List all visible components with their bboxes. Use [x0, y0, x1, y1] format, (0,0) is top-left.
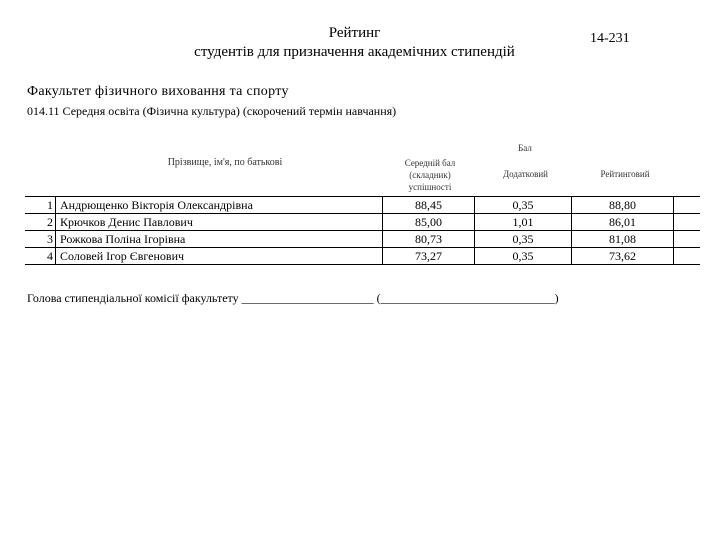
column-header-average-line1: Середній бал: [404, 158, 456, 168]
document-subtitle: студентів для призначення академічних стипендій: [194, 44, 515, 60]
row-end-cell: [674, 214, 701, 231]
additional-score: 1,01: [475, 214, 572, 231]
row-end-cell: [674, 248, 701, 265]
additional-score: 0,35: [475, 231, 572, 248]
rating-score: 86,01: [572, 214, 674, 231]
rating-score: 73,62: [572, 248, 674, 265]
additional-score: 0,35: [475, 197, 572, 214]
rating-score: 81,08: [572, 231, 674, 248]
student-name: Андрющенко Вікторія Олександрівна: [56, 197, 383, 214]
student-name: Рожкова Поліна Ігорівна: [56, 231, 383, 248]
student-name: Крючков Денис Павлович: [56, 214, 383, 231]
column-header-average: [385, 157, 475, 193]
average-score: 85,00: [383, 214, 475, 231]
rating-table: [25, 196, 700, 265]
row-end-cell: [674, 197, 701, 214]
additional-score: 0,35: [475, 248, 572, 265]
average-score: 88,45: [383, 197, 475, 214]
row-end-cell: [674, 231, 701, 248]
student-name: Соловей Ігор Євгенович: [56, 248, 383, 265]
column-header-additional: Додатковий: [503, 169, 548, 179]
row-number: 1: [25, 197, 56, 214]
table-row: [25, 214, 700, 231]
table-row: [25, 197, 700, 214]
row-number: 3: [25, 231, 56, 248]
rating-score: 88,80: [572, 197, 674, 214]
document-title: Рейтинг: [328, 25, 381, 41]
signature-line: Голова стипендіальної комісії факультету ______________________ (_____________________________): [27, 291, 559, 305]
column-header-rating: Рейтинговий: [600, 169, 650, 179]
average-score: 73,27: [383, 248, 475, 265]
column-header-bal: Бал: [518, 143, 532, 153]
document-code: 14-231: [590, 31, 630, 46]
specialty-name: 014.11 Середня освіта (Фізична культура) (скорочений термін навчання): [27, 104, 397, 118]
table-row: [25, 248, 700, 265]
row-number: 2: [25, 214, 56, 231]
table-row: [25, 231, 700, 248]
column-header-average-line2: (складник): [409, 170, 451, 180]
average-score: 80,73: [383, 231, 475, 248]
faculty-name: Факультет фізичного виховання та спорту: [27, 84, 289, 99]
row-number: 4: [25, 248, 56, 265]
column-header-average-line3: успішності: [408, 182, 452, 192]
column-header-name: Прізвище, ім'я, по батькові: [167, 157, 283, 168]
